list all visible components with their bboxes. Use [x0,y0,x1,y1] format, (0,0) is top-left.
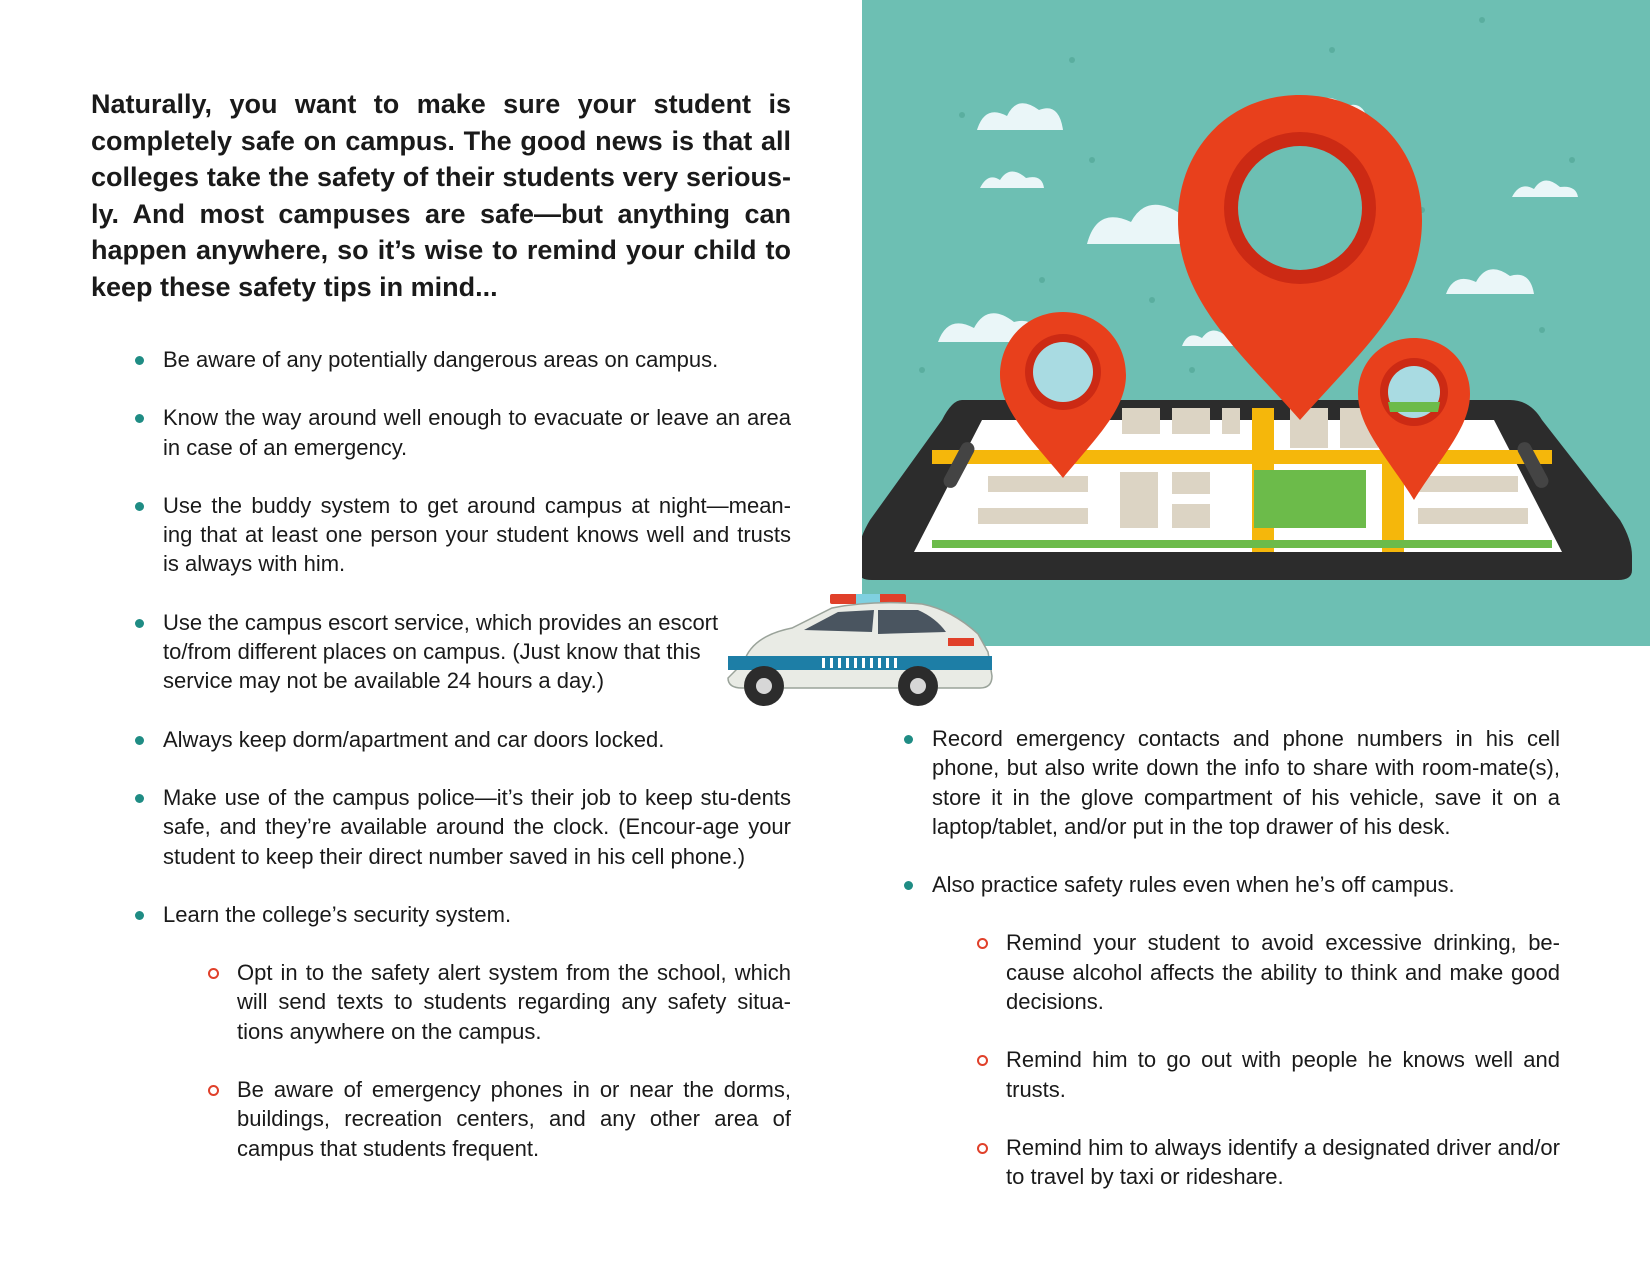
list-item [91,491,791,579]
subtip-text: Remind him to go out with people he knows well and trusts. [1006,1047,1560,1102]
bullet-dot-icon [904,735,913,744]
bullet-ring-icon [977,1143,988,1154]
tip-text: Be aware of any potentially dangerous areas on campus. [163,347,719,372]
tip-text: Know the way around well enough to evacuate or leave an area in case of an emergency. [163,405,791,460]
bullet-ring-icon [977,938,988,949]
subtip-text: Be aware of emergency phones in or near the dorms, buildings, recreation centers, and any other area of campus that students frequent. [237,1077,791,1161]
bullet-dot-icon [135,619,144,628]
sub-list-item [91,958,791,1046]
bullet-dot-icon [135,414,144,423]
right-tips-list [860,724,1560,1221]
sub-list-item [860,1133,1560,1192]
map-pins-phone-illustration [862,0,1650,646]
bullet-dot-icon [135,736,144,745]
sub-list-item [91,1075,791,1163]
tip-text: Also practice safety rules even when he’s off campus. [932,872,1455,898]
tip-text: Learn the college’s security system. [163,901,512,927]
tip-text: Make use of the campus police—it’s their job to keep stu-dents safe, and they’re available around the clock. (Encour-age your student to keep their direct number saved in his cell phone.) [163,784,791,869]
list-item [91,725,791,754]
bullet-dot-icon [904,881,913,890]
list-item [91,900,791,929]
tip-text: Always keep dorm/apartment and car doors locked. [163,726,665,752]
bullet-ring-icon [208,968,219,979]
bullet-ring-icon [977,1055,988,1066]
bullet-dot-icon [135,502,144,511]
subtip-text: Opt in to the safety alert system from the school, which will send texts to students regarding any safety situa-tions anywhere on the campus. [237,960,791,1044]
sub-list-item [860,928,1560,1016]
intro-paragraph: Naturally, you want to make sure your student is completely safe on campus. The good news is that all colleges take the safety of their students very serious-ly. And most campuses are safe—but anything can happen anywhere, so it’s wise to remind your child to keep these safety tips in mind... [91,89,791,302]
sub-list-item [860,1045,1560,1104]
left-tips-list [91,345,791,1192]
tip-text: Use the campus escort service, which provides an escort to/from different places on campus. (Just know that this service may not be available 24 hours a day.) [163,609,719,694]
list-item [860,870,1560,899]
list-item [91,608,791,696]
bullet-dot-icon [135,911,144,920]
list-item [91,783,791,871]
bullet-dot-icon [135,794,144,803]
subtip-text: Remind him to always identify a designated driver and/or to travel by taxi or rideshare. [1006,1134,1560,1190]
list-item [860,724,1560,841]
list-item [91,403,791,462]
tip-text: Use the buddy system to get around campus at night—mean-ing that at least one person your student knows well and trusts is always with him. [163,492,791,577]
bullet-ring-icon [208,1085,219,1096]
tip-text: Record emergency contacts and phone numbers in his cell phone, but also write down the info to share with room-mate(s), store it in the glove compartment of his vehicle, save it on a laptop/tablet, and/or put in the top drawer of his desk. [932,726,1560,839]
list-item [91,345,791,374]
subtip-text: Remind your student to avoid excessive drinking, be-cause alcohol affects the ability to think and make good decisions. [1006,930,1560,1015]
bullet-dot-icon [135,356,144,365]
